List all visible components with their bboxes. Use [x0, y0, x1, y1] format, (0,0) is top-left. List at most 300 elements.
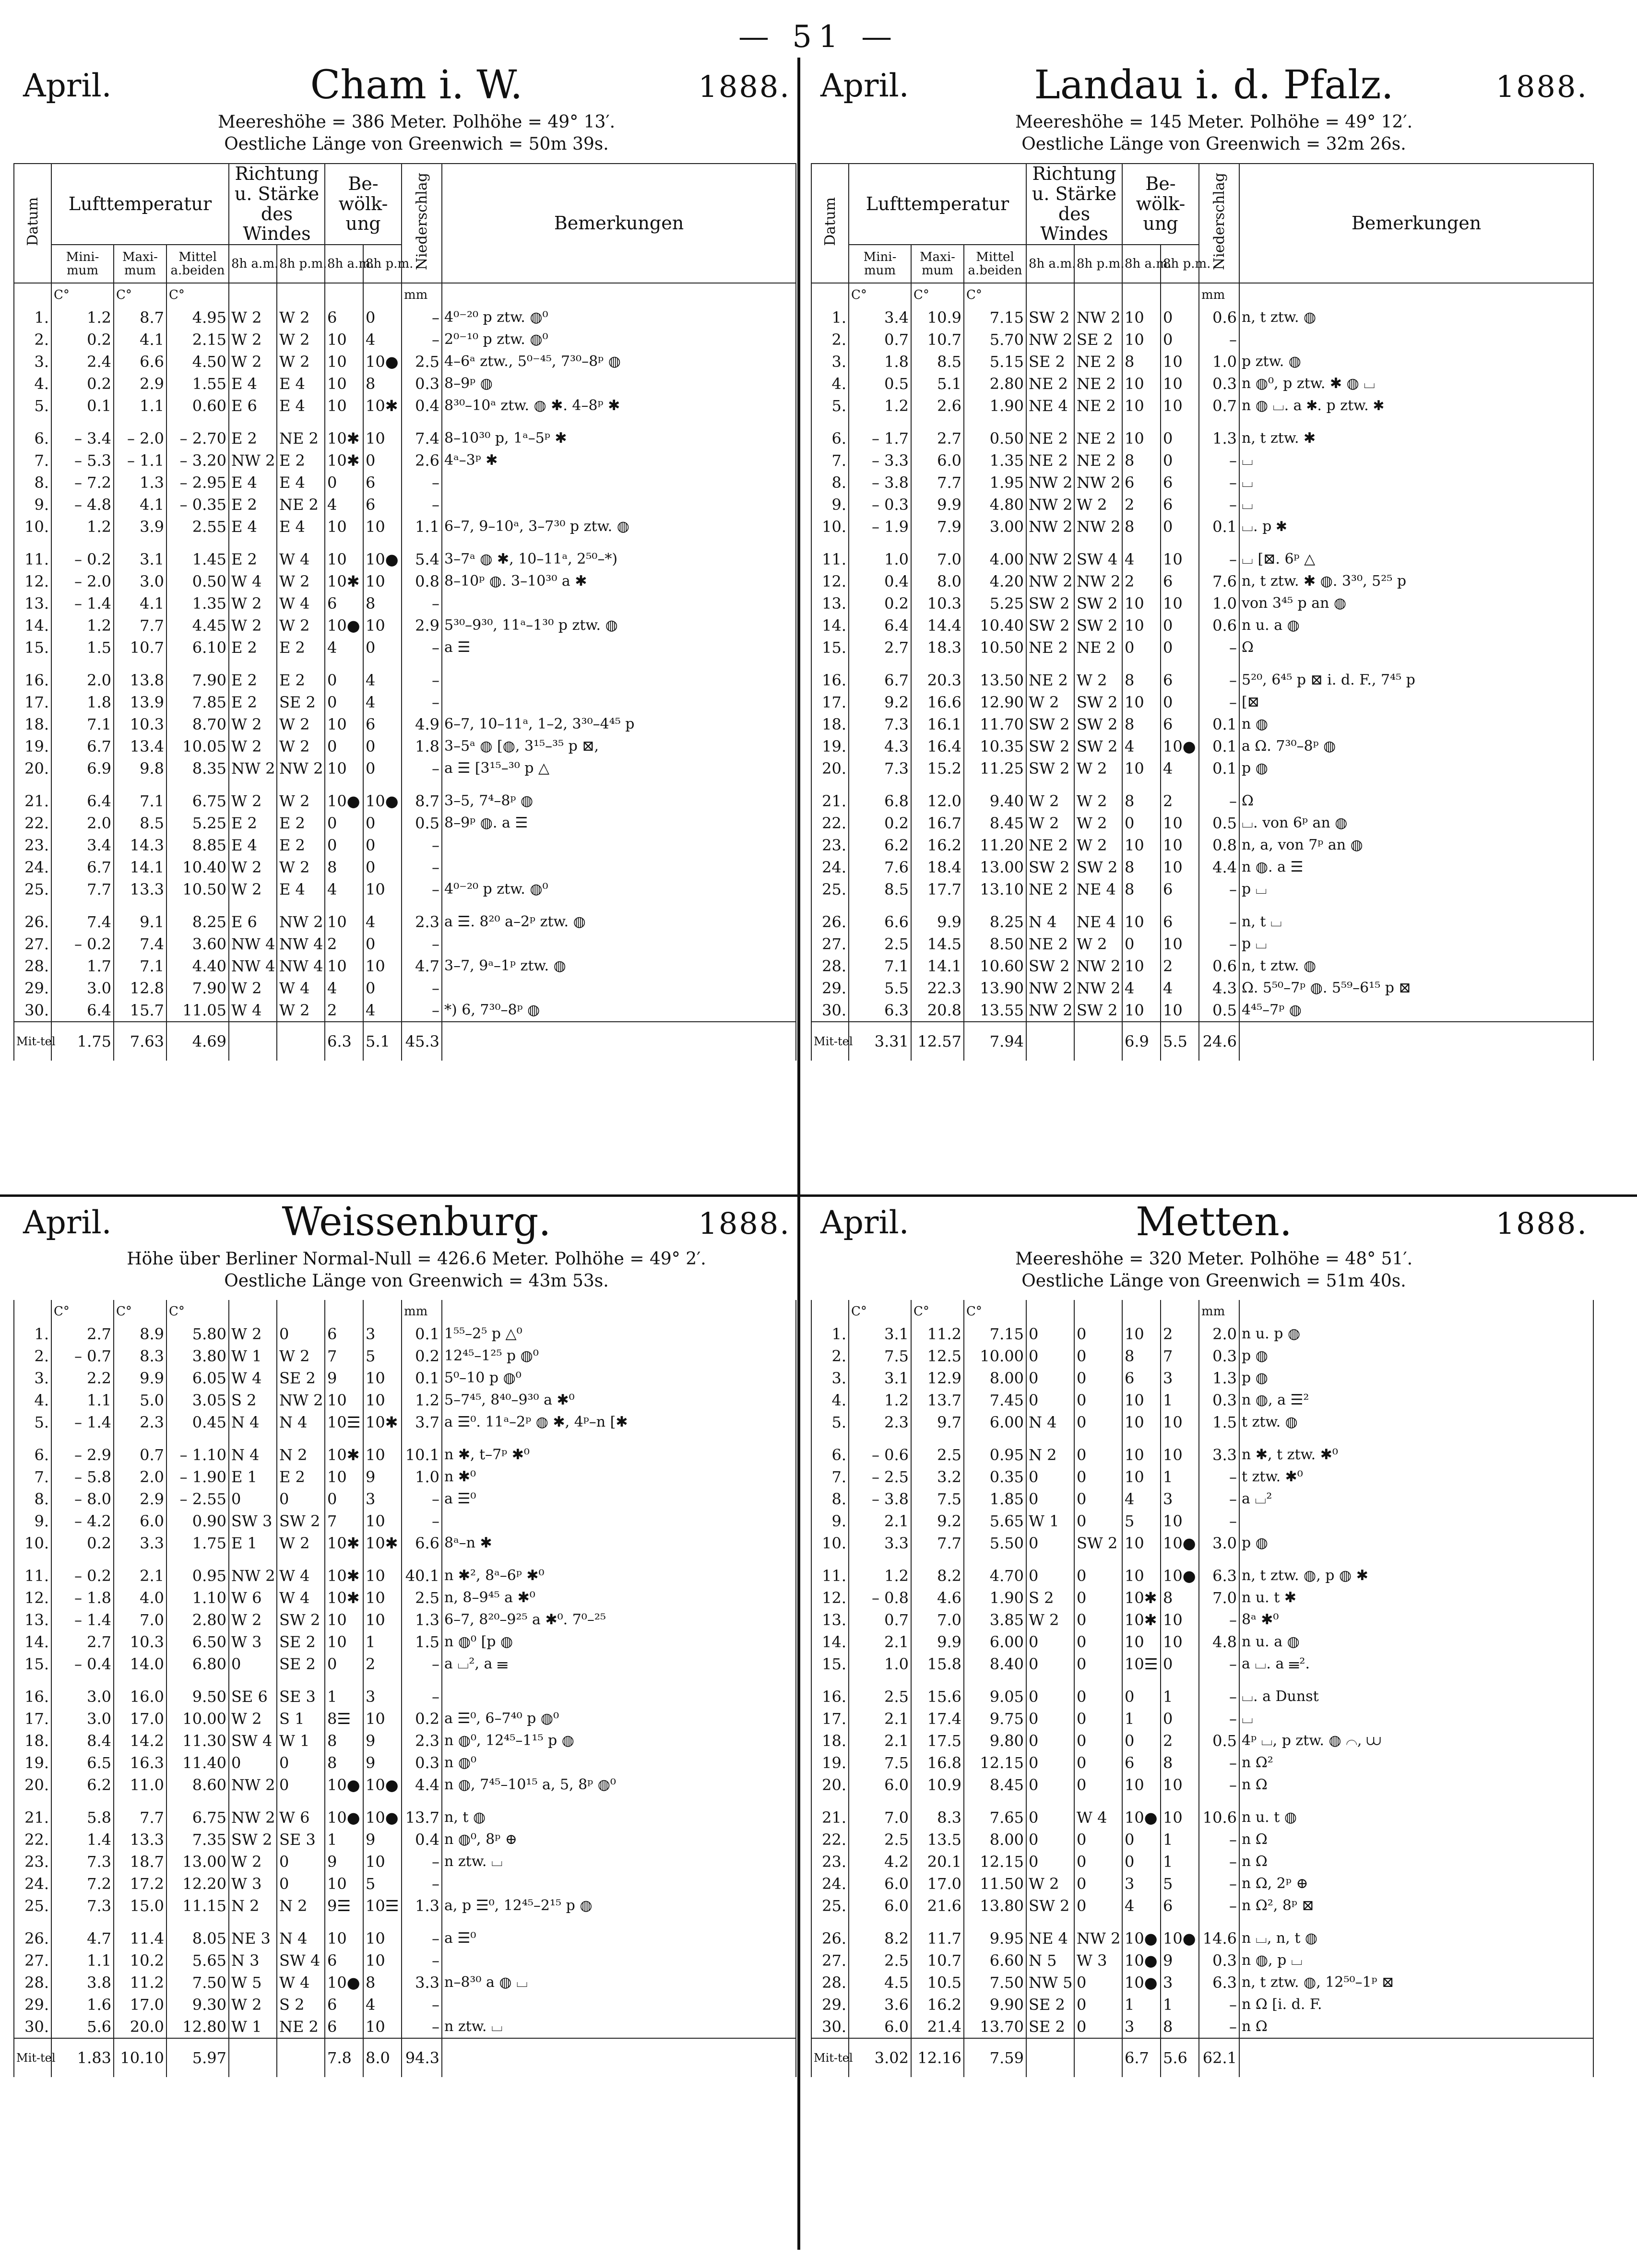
cell-cloud-pm: 10 [1161, 812, 1199, 834]
cell-niederschlag: – [402, 472, 442, 494]
cell-minimum: 3.4 [51, 834, 114, 856]
cell-minimum: 3.0 [51, 1686, 114, 1708]
cell-bemerkungen: a, p ☰⁰, 12⁴⁵–2¹⁵ p ◍ [442, 1895, 796, 1917]
cell-mittel: 13.90 [964, 977, 1026, 999]
cell-mittel: 9.80 [964, 1730, 1026, 1752]
month-label: April. [23, 67, 112, 104]
cell-minimum: 1.4 [51, 1829, 114, 1851]
table-row [811, 427, 1593, 449]
cell-bemerkungen: n ✱², 8ᵃ–6ᵖ ✱⁰ [442, 1565, 796, 1587]
cell-bemerkungen: a ⌴² [1239, 1488, 1593, 1510]
cell-wind-am: W 2 [229, 790, 277, 812]
cell-datum: 13. [14, 1609, 51, 1631]
month-label: April. [820, 1204, 909, 1241]
cell-bemerkungen: 4⁴⁵–7ᵖ ◍ [1239, 999, 1593, 1022]
cell-wind-pm: 0 [1074, 1587, 1122, 1609]
cell-niederschlag: – [1199, 669, 1239, 691]
cell-cloud-am: 8 [325, 1752, 363, 1774]
cell-cloud-am: 10 [1122, 757, 1161, 780]
table-row [14, 1345, 796, 1367]
cell-cloud-am: 10 [1122, 307, 1161, 329]
cell-cloud-pm: 0 [363, 757, 402, 780]
cell-maximum: 16.1 [911, 713, 964, 735]
cell-cloud-am: 10 [1122, 329, 1161, 351]
cell-minimum: 2.0 [51, 669, 114, 691]
table-row [811, 757, 1593, 780]
table-row [811, 1389, 1593, 1411]
mittel-row [811, 1022, 1593, 1061]
cell-cloud-pm: 10 [363, 1510, 402, 1532]
cell-cloud-pm: 4 [363, 999, 402, 1022]
cell-niederschlag: – [402, 856, 442, 878]
table-row [14, 1532, 796, 1554]
header-mittel: Mittel a.beiden [166, 245, 229, 283]
cell-datum: 4. [14, 1389, 51, 1411]
cell-cloud-pm: 8 [1161, 2016, 1199, 2038]
cell-wind-am: NW 2 [1026, 570, 1074, 592]
cell-wind-pm: SE 2 [1074, 329, 1122, 351]
cell-mittel: 11.30 [166, 1730, 229, 1752]
cell-wind-am: SW 2 [1026, 757, 1074, 780]
cell-maximum: 2.9 [114, 1488, 166, 1510]
station-name: Cham i. W. [310, 62, 523, 108]
cell-minimum: 7.5 [849, 1752, 911, 1774]
cell-wind-am: W 2 [1026, 1873, 1074, 1895]
cell-minimum: 3.1 [849, 1323, 911, 1345]
cell-cloud-pm: 1 [1161, 1851, 1199, 1873]
cell-niederschlag: 4.3 [1199, 977, 1239, 999]
cell-datum: 9. [811, 1510, 849, 1532]
cell-niederschlag: 1.0 [1199, 351, 1239, 373]
header-cloud-pm: 8h p.m. [1161, 245, 1199, 283]
cell-maximum: 2.1 [114, 1565, 166, 1587]
table-row [811, 1411, 1593, 1433]
table-row [14, 2016, 796, 2038]
cell-bemerkungen: a ☰ [3¹⁵–³⁰ p △ [442, 757, 796, 780]
cell-mittel: 8.25 [166, 911, 229, 933]
cell-bemerkungen: n, a, von 7ᵖ an ◍ [1239, 834, 1593, 856]
cell-datum: 15. [811, 637, 849, 659]
cell-maximum: 20.3 [911, 669, 964, 691]
table-row [811, 1653, 1593, 1675]
cell-niederschlag: 2.0 [1199, 1323, 1239, 1345]
cell-maximum: 2.5 [911, 1444, 964, 1466]
cell-mittel: 13.00 [964, 856, 1026, 878]
cell-datum: 2. [811, 1345, 849, 1367]
cell-cloud-pm: 9 [363, 1829, 402, 1851]
table-row [811, 548, 1593, 570]
cell-maximum: 12.8 [114, 977, 166, 999]
cell-minimum: – 1.4 [51, 1411, 114, 1433]
table-row [811, 878, 1593, 900]
cell-maximum: 10.9 [911, 1774, 964, 1796]
cell-cloud-pm: 6 [1161, 713, 1199, 735]
cell-mittel: 3.05 [166, 1389, 229, 1411]
cell-datum: 7. [14, 1466, 51, 1488]
cell-wind-am: SW 4 [229, 1730, 277, 1752]
cell-niederschlag: – [402, 691, 442, 713]
table-row [811, 614, 1593, 637]
cell-bemerkungen: n, t ztw. ✱ [1239, 427, 1593, 449]
cell-bemerkungen [442, 977, 796, 999]
table-row [14, 351, 796, 373]
cell-wind-pm: 0 [1074, 1466, 1122, 1488]
cell-cloud-pm: 4 [363, 669, 402, 691]
cell-wind-pm: N 4 [277, 1927, 325, 1949]
cell-datum: 15. [811, 1653, 849, 1675]
cell-maximum: 9.1 [114, 911, 166, 933]
cell-datum: 14. [811, 1631, 849, 1653]
cell-cloud-am: 10● [325, 1972, 363, 1994]
cell-maximum: 8.5 [114, 812, 166, 834]
cell-bemerkungen: n ◍⁰ [442, 1752, 796, 1774]
cell-bemerkungen: n, t ⌴ [1239, 911, 1593, 933]
cell-datum: 23. [14, 1851, 51, 1873]
cell-minimum: 0.2 [51, 373, 114, 395]
cell-wind-pm: W 4 [277, 592, 325, 614]
mittel-niederschlag: 62.1 [1199, 2038, 1239, 2077]
cell-wind-am: W 4 [229, 1367, 277, 1389]
cell-wind-am: W 2 [229, 1708, 277, 1730]
cell-wind-pm: 0 [1074, 1653, 1122, 1675]
cell-maximum: 10.7 [911, 329, 964, 351]
cell-cloud-pm: 10 [363, 1949, 402, 1972]
cell-wind-pm: SW 2 [1074, 999, 1122, 1022]
cell-wind-pm: 0 [1074, 1730, 1122, 1752]
cell-mittel: 7.45 [964, 1389, 1026, 1411]
cell-minimum: – 2.5 [849, 1466, 911, 1488]
cell-niederschlag: 2.5 [402, 351, 442, 373]
cell-niederschlag: 0.3 [402, 1752, 442, 1774]
cell-cloud-pm: 10● [1161, 1927, 1199, 1949]
year-label: 1888. [698, 1206, 791, 1241]
cell-wind-am: W 1 [229, 2016, 277, 2038]
cell-wind-pm: NW 2 [1074, 1927, 1122, 1949]
cell-wind-pm: W 6 [277, 1807, 325, 1829]
cell-cloud-pm: 4 [1161, 977, 1199, 999]
cell-cloud-pm: 9 [363, 1730, 402, 1752]
cell-minimum: 7.3 [849, 713, 911, 735]
cell-wind-pm: E 4 [277, 516, 325, 538]
cell-datum: 17. [811, 691, 849, 713]
cell-maximum: 11.0 [114, 1774, 166, 1796]
cell-wind-am: 0 [1026, 1730, 1074, 1752]
cell-datum: 17. [14, 691, 51, 713]
cell-mittel: 6.80 [166, 1653, 229, 1675]
cell-bemerkungen: t ztw. ✱⁰ [1239, 1466, 1593, 1488]
cell-bemerkungen: n ◍⁰, 12⁴⁵–1¹⁵ p ◍ [442, 1730, 796, 1752]
cell-bemerkungen [442, 592, 796, 614]
cell-cloud-pm: 9 [363, 1466, 402, 1488]
cell-bemerkungen: ⌴ [1239, 449, 1593, 472]
cell-bemerkungen: Ω [1239, 637, 1593, 659]
cell-cloud-am: 2 [325, 933, 363, 955]
cell-cloud-am: 1 [325, 1829, 363, 1851]
cell-mittel: 9.40 [964, 790, 1026, 812]
cell-mittel: 2.80 [166, 1609, 229, 1631]
header-wind: Richtung u. Stärke des Windes [1026, 164, 1122, 245]
cell-mittel: 7.90 [166, 977, 229, 999]
cell-cloud-pm: 0 [1161, 329, 1199, 351]
cell-minimum: 0.4 [849, 570, 911, 592]
month-label: April. [23, 1204, 112, 1241]
cell-wind-pm: W 2 [277, 790, 325, 812]
cell-maximum: 2.7 [911, 427, 964, 449]
cell-minimum: 3.0 [51, 977, 114, 999]
cell-mittel: 1.55 [166, 373, 229, 395]
cell-wind-pm: N 2 [277, 1895, 325, 1917]
table-row [811, 911, 1593, 933]
cell-datum: 24. [811, 1873, 849, 1895]
cell-wind-am: W 2 [229, 977, 277, 999]
cell-cloud-pm: 3 [363, 1686, 402, 1708]
cell-cloud-pm: 10 [1161, 1510, 1199, 1532]
cell-wind-pm: 0 [1074, 1708, 1122, 1730]
cell-cloud-am: 0 [325, 1488, 363, 1510]
cell-minimum: 2.1 [849, 1708, 911, 1730]
cell-minimum: – 5.8 [51, 1466, 114, 1488]
unit-celsius: C° [911, 1300, 964, 1323]
cell-minimum: 2.2 [51, 1367, 114, 1389]
table-row [811, 373, 1593, 395]
station-header [13, 1199, 819, 1300]
cell-maximum: 15.7 [114, 999, 166, 1022]
cell-wind-am: 0 [1026, 1774, 1074, 1796]
cell-niederschlag: 0.3 [1199, 1345, 1239, 1367]
cell-wind-pm: 0 [277, 1774, 325, 1796]
cell-bemerkungen: n ◍⁰, 8ᵖ ⊕ [442, 1829, 796, 1851]
cell-wind-pm: S 1 [277, 1708, 325, 1730]
cell-maximum: 3.0 [114, 570, 166, 592]
cell-wind-am: SW 2 [1026, 1895, 1074, 1917]
cell-wind-am: SE 6 [229, 1686, 277, 1708]
cell-cloud-pm: 10 [363, 1587, 402, 1609]
cell-bemerkungen: n u. a ◍ [1239, 1631, 1593, 1653]
cell-cloud-pm: 3 [1161, 1367, 1199, 1389]
table-row [811, 1730, 1593, 1752]
cell-wind-am: 0 [1026, 1708, 1074, 1730]
cell-wind-pm: NE 4 [1074, 911, 1122, 933]
cell-wind-am: E 4 [229, 373, 277, 395]
cell-cloud-pm: 6 [363, 713, 402, 735]
cell-maximum: 8.7 [114, 307, 166, 329]
cell-datum: 11. [14, 548, 51, 570]
cell-cloud-am: 8 [1122, 790, 1161, 812]
cell-bemerkungen: 4⁰⁻²⁰ p ztw. ◍⁰ [442, 878, 796, 900]
cell-niederschlag: 1.0 [1199, 592, 1239, 614]
mittel-label: Mit-tel [811, 2038, 849, 2077]
cell-cloud-pm: 10 [1161, 1631, 1199, 1653]
cell-maximum: 10.3 [114, 713, 166, 735]
cell-maximum: 3.9 [114, 516, 166, 538]
cell-cloud-pm: 10 [1161, 1411, 1199, 1433]
cell-maximum: 6.0 [911, 449, 964, 472]
cell-cloud-pm: 10 [1161, 1807, 1199, 1829]
cell-maximum: 10.7 [114, 637, 166, 659]
cell-wind-am: N 4 [229, 1411, 277, 1433]
cell-cloud-am: 10 [325, 548, 363, 570]
cell-datum: 13. [14, 592, 51, 614]
cell-minimum: 1.1 [51, 1949, 114, 1972]
cell-minimum: 1.2 [849, 1565, 911, 1587]
table-row [811, 1972, 1593, 1994]
cell-cloud-pm: 6 [1161, 669, 1199, 691]
table-row [811, 494, 1593, 516]
cell-cloud-am: 4 [325, 637, 363, 659]
cell-wind-pm: NE 2 [277, 494, 325, 516]
cell-niederschlag: – [1199, 548, 1239, 570]
cell-cloud-pm: 10 [363, 1851, 402, 1873]
cell-wind-pm: 0 [1074, 1367, 1122, 1389]
mittel-cloud-am: 7.8 [325, 2038, 363, 2077]
cell-cloud-am: 10 [1122, 1631, 1161, 1653]
cell-maximum: 11.2 [114, 1972, 166, 1994]
cell-bemerkungen: p ⌴ [1239, 878, 1593, 900]
cell-bemerkungen [442, 691, 796, 713]
cell-cloud-am: 10 [1122, 1323, 1161, 1345]
cell-minimum: 8.2 [849, 1927, 911, 1949]
table-row [14, 1774, 796, 1796]
cell-maximum: 17.4 [911, 1708, 964, 1730]
cell-cloud-pm: 10 [363, 1708, 402, 1730]
cell-mittel: 9.95 [964, 1927, 1026, 1949]
cell-niederschlag: 6.3 [1199, 1972, 1239, 1994]
cell-cloud-am: 10✱ [325, 449, 363, 472]
cell-niederschlag: 2.9 [402, 614, 442, 637]
cell-bemerkungen [442, 1949, 796, 1972]
cell-maximum: 20.1 [911, 1851, 964, 1873]
mittel-row [14, 1022, 796, 1061]
table-row [14, 373, 796, 395]
cell-datum: 11. [811, 1565, 849, 1587]
cell-niederschlag: – [402, 669, 442, 691]
cell-cloud-pm: 10 [363, 1444, 402, 1466]
cell-wind-am: NW 2 [229, 757, 277, 780]
cell-niederschlag: – [402, 757, 442, 780]
table-row [14, 1323, 796, 1345]
cell-wind-am: W 2 [229, 351, 277, 373]
cell-maximum: 16.7 [911, 812, 964, 834]
table-row [811, 1851, 1593, 1873]
cell-mittel: 8.85 [166, 834, 229, 856]
cell-niederschlag: 4.7 [402, 955, 442, 977]
mittel-cloud-am: 6.7 [1122, 2038, 1161, 2077]
cell-bemerkungen: 8–9ᵖ ◍. a ☰ [442, 812, 796, 834]
header-datum: Datum [811, 164, 849, 283]
cell-bemerkungen [442, 494, 796, 516]
cell-wind-pm: NW 2 [1074, 516, 1122, 538]
cell-wind-am: W 2 [229, 1994, 277, 2016]
cell-cloud-pm: 6 [1161, 570, 1199, 592]
cell-wind-am: W 2 [1026, 790, 1074, 812]
cell-niederschlag: – [1199, 1653, 1239, 1675]
cell-bemerkungen: n Ω [1239, 1851, 1593, 1873]
cell-wind-pm: W 2 [277, 570, 325, 592]
year-label: 1888. [1495, 69, 1588, 104]
table-row [811, 1752, 1593, 1774]
cell-bemerkungen: 3–5ᵃ ◍ [◍, 3¹⁵–³⁵ p ⊠, [442, 735, 796, 757]
cell-minimum: 6.2 [849, 834, 911, 856]
cell-niederschlag: 0.3 [1199, 1949, 1239, 1972]
cell-bemerkungen: ⌴ [1239, 472, 1593, 494]
cell-mittel: – 3.20 [166, 449, 229, 472]
cell-wind-am: 0 [1026, 1631, 1074, 1653]
cell-wind-am: NE 2 [1026, 878, 1074, 900]
cell-minimum: 2.5 [849, 1949, 911, 1972]
cell-wind-pm: E 4 [277, 878, 325, 900]
cell-wind-pm: NW 4 [277, 955, 325, 977]
cell-datum: 2. [14, 1345, 51, 1367]
cell-cloud-pm: 6 [1161, 911, 1199, 933]
cell-bemerkungen: n ztw. ⌴ [442, 2016, 796, 2038]
cell-bemerkungen: t ztw. ◍ [1239, 1411, 1593, 1433]
cell-niederschlag: – [1199, 449, 1239, 472]
cell-niederschlag: 1.3 [1199, 1367, 1239, 1389]
cell-datum: 11. [811, 548, 849, 570]
cell-niederschlag: 1.1 [402, 516, 442, 538]
cell-mittel: 8.40 [964, 1653, 1026, 1675]
table-row [811, 713, 1593, 735]
cell-niederschlag: 4.8 [1199, 1631, 1239, 1653]
cell-niederschlag: 7.6 [1199, 570, 1239, 592]
cell-mittel: 0.50 [964, 427, 1026, 449]
cell-minimum: 1.2 [51, 516, 114, 538]
cell-niederschlag: 2.6 [402, 449, 442, 472]
cell-wind-am: W 1 [1026, 1510, 1074, 1532]
table-row [811, 1807, 1593, 1829]
cell-minimum: 7.1 [51, 713, 114, 735]
cell-minimum: 8.4 [51, 1730, 114, 1752]
cell-niederschlag: 2.3 [402, 1730, 442, 1752]
cell-cloud-pm: 10 [1161, 856, 1199, 878]
table-row [811, 472, 1593, 494]
mittel-niederschlag: 45.3 [402, 1022, 442, 1061]
cell-maximum: 3.1 [114, 548, 166, 570]
cell-cloud-pm: 2 [1161, 790, 1199, 812]
cell-mittel: 6.75 [166, 1807, 229, 1829]
cell-wind-am: W 2 [1026, 691, 1074, 713]
header-wind: Richtung u. Stärke des Windes [229, 164, 325, 245]
cell-maximum: 13.8 [114, 669, 166, 691]
cell-bemerkungen: 6–7, 10–11ᵃ, 1–2, 3³⁰–4⁴⁵ p [442, 713, 796, 735]
cell-mittel: 6.05 [166, 1367, 229, 1389]
cell-wind-am: NW 2 [1026, 548, 1074, 570]
table-row [14, 1367, 796, 1389]
cell-maximum: 7.7 [911, 472, 964, 494]
cell-maximum: 15.2 [911, 757, 964, 780]
cell-bemerkungen: p ztw. ◍ [1239, 351, 1593, 373]
cell-niederschlag: – [1199, 1774, 1239, 1796]
cell-maximum: 11.4 [114, 1927, 166, 1949]
cell-maximum: 18.4 [911, 856, 964, 878]
cell-wind-pm: SW 4 [1074, 548, 1122, 570]
cell-cloud-pm: 1 [363, 1631, 402, 1653]
cell-mittel: 0.90 [166, 1510, 229, 1532]
cell-wind-pm: NE 2 [1074, 637, 1122, 659]
cell-cloud-am: 8 [1122, 856, 1161, 878]
cell-maximum: 9.9 [911, 911, 964, 933]
cell-cloud-am: 10 [1122, 1389, 1161, 1411]
cell-bemerkungen: n, t ztw. ◍, 12⁵⁰–1ᵖ ⊠ [1239, 1972, 1593, 1994]
cell-bemerkungen: von 3⁴⁵ p an ◍ [1239, 592, 1593, 614]
cell-maximum: 14.1 [911, 955, 964, 977]
cell-niederschlag: – [402, 1686, 442, 1708]
cell-bemerkungen: n Ω [1239, 1774, 1593, 1796]
unit-celsius: C° [51, 283, 114, 307]
cell-datum: 23. [811, 834, 849, 856]
cell-minimum: 6.7 [51, 735, 114, 757]
cell-minimum: 6.0 [849, 1774, 911, 1796]
